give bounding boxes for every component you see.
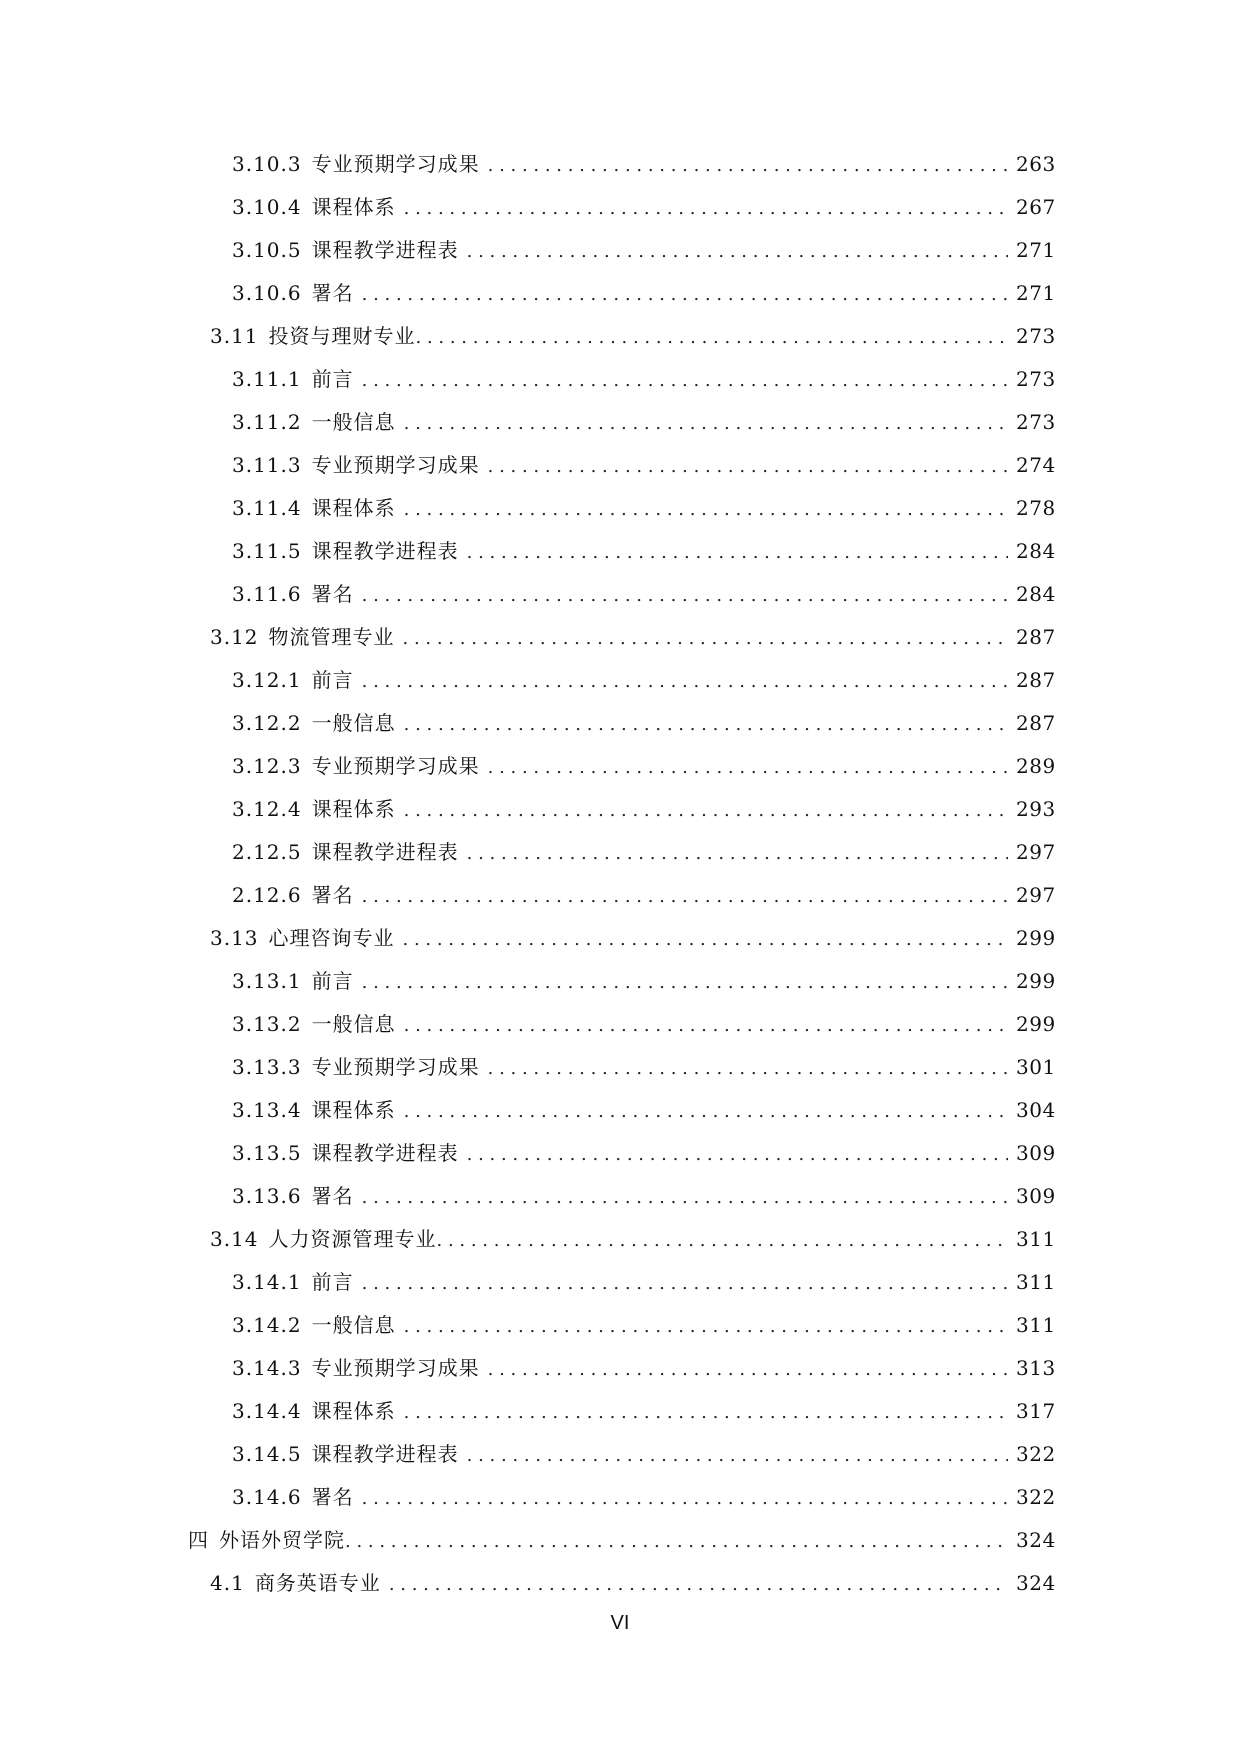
toc-entry[interactable]: [0, 1433, 1240, 1476]
toc-dot-leader: [467, 531, 1008, 574]
toc-entry[interactable]: [0, 1347, 1240, 1390]
toc-entry-title: 专业预期学习成果: [311, 1055, 480, 1079]
toc-entry-number: 3.11.6: [232, 582, 302, 606]
toc-entry[interactable]: [0, 186, 1240, 229]
toc-entry-page: 278: [1016, 496, 1056, 520]
toc-dot-leader: [362, 1477, 1008, 1520]
toc-entry[interactable]: [0, 702, 1240, 745]
toc-entry[interactable]: [0, 960, 1240, 1003]
toc-entry-page: 324: [1016, 1528, 1056, 1552]
toc-entry-number: 3.11.3: [232, 453, 302, 477]
toc-entry-page: 304: [1016, 1098, 1056, 1122]
toc-dot-leader: [404, 488, 1008, 531]
toc-entry[interactable]: [0, 1132, 1240, 1175]
toc-entry-page: 287: [1016, 625, 1056, 649]
toc-entry-page: 297: [1016, 883, 1056, 907]
toc-entry-number: 3.10.6: [232, 281, 302, 305]
toc-entry[interactable]: [0, 229, 1240, 272]
toc-entry-title: 课程体系: [311, 1399, 396, 1423]
toc-dot-leader: [403, 918, 1008, 961]
toc-entry[interactable]: [0, 1476, 1240, 1519]
toc-entry[interactable]: [0, 1519, 1240, 1562]
toc-entry-page: 271: [1016, 238, 1056, 262]
toc-entry-page: 309: [1016, 1184, 1056, 1208]
toc-entry-number: 3.13.3: [232, 1055, 302, 1079]
toc-entry-title: 署名: [311, 281, 354, 305]
page-number: VI: [610, 1612, 630, 1634]
toc-entry-number: 2.12.5: [232, 840, 302, 864]
toc-entry-number: 3.12: [210, 625, 259, 649]
toc-entry-title: 外语外贸学院: [219, 1528, 345, 1552]
toc-entry-number: 3.12.2: [232, 711, 302, 735]
toc-dot-leader: [488, 144, 1008, 187]
toc-entry-page: 317: [1016, 1399, 1056, 1423]
toc-entry-number: 4.1: [210, 1571, 245, 1595]
toc-entry-number: 3.14.2: [232, 1313, 302, 1337]
toc-entry-number: 3.14.6: [232, 1485, 302, 1509]
toc-dot-leader: [362, 359, 1008, 402]
toc-entry-number: 3.11.1: [232, 367, 302, 391]
toc-entry-title: 课程教学进程表: [311, 1141, 459, 1165]
toc-entry-page: 287: [1016, 668, 1056, 692]
toc-entry-title: 课程体系: [311, 797, 396, 821]
toc-entry-number: 3.11.4: [232, 496, 302, 520]
toc-entry-page: 297: [1016, 840, 1056, 864]
toc-dot-leader: [362, 273, 1008, 316]
toc-dot-leader: [404, 1305, 1008, 1348]
toc-dot-leader: [389, 1563, 1008, 1606]
toc-entry-title: 专业预期学习成果: [311, 754, 480, 778]
toc-entry-page: 274: [1016, 453, 1056, 477]
toc-entry-page: 313: [1016, 1356, 1056, 1380]
table-of-contents: [0, 143, 1240, 1605]
toc-entry[interactable]: [0, 272, 1240, 315]
toc-entry-title: 一般信息: [311, 1313, 396, 1337]
toc-entry-page: 322: [1016, 1485, 1056, 1509]
toc-entry-title: 课程教学进程表: [311, 840, 459, 864]
toc-entry-number: 3.12.3: [232, 754, 302, 778]
toc-entry-page: 273: [1016, 410, 1056, 434]
toc-entry[interactable]: [0, 917, 1240, 960]
toc-entry-number: 3.14.1: [232, 1270, 302, 1294]
toc-entry-number: 3.11.2: [232, 410, 302, 434]
toc-entry-page: 301: [1016, 1055, 1056, 1079]
toc-dot-leader: [403, 617, 1008, 660]
toc-entry-title: 课程教学进程表: [311, 539, 459, 563]
toc-entry-number: 3.14.4: [232, 1399, 302, 1423]
toc-entry-title: 署名: [311, 582, 354, 606]
toc-entry[interactable]: [0, 487, 1240, 530]
toc-entry-title: 一般信息: [311, 711, 396, 735]
toc-entry-number: 3.14.5: [232, 1442, 302, 1466]
toc-dot-leader: [362, 875, 1008, 918]
toc-entry[interactable]: [0, 1562, 1240, 1605]
toc-entry-title: 署名: [311, 883, 354, 907]
toc-entry-title: 课程体系: [311, 1098, 396, 1122]
toc-entry[interactable]: [0, 1390, 1240, 1433]
toc-entry-page: 309: [1016, 1141, 1056, 1165]
toc-entry-title: 前言: [311, 1270, 354, 1294]
toc-entry[interactable]: [0, 358, 1240, 401]
toc-entry-number: 3.13.6: [232, 1184, 302, 1208]
toc-dot-leader: [404, 789, 1008, 832]
toc-dot-leader: [362, 961, 1008, 1004]
toc-dot-leader: [404, 1004, 1008, 1047]
toc-entry-page: 287: [1016, 711, 1056, 735]
toc-entry-number: 2.12.6: [232, 883, 302, 907]
toc-entry-page: 284: [1016, 539, 1056, 563]
toc-entry[interactable]: [0, 1089, 1240, 1132]
toc-entry[interactable]: [0, 745, 1240, 788]
toc-dot-leader: [488, 1348, 1008, 1391]
toc-entry-title: 商务英语专业: [254, 1571, 381, 1595]
toc-entry[interactable]: [0, 143, 1240, 186]
toc-dot-leader: [488, 746, 1008, 789]
toc-entry-title: 一般信息: [311, 1012, 396, 1036]
toc-entry-number: 3.13: [210, 926, 259, 950]
toc-entry-number: 3.13.5: [232, 1141, 302, 1165]
toc-entry-page: 324: [1016, 1571, 1056, 1595]
toc-dot-leader: [404, 1391, 1008, 1434]
toc-entry[interactable]: [0, 1304, 1240, 1347]
toc-entry-page: 271: [1016, 281, 1056, 305]
toc-entry-title: 前言: [311, 668, 354, 692]
toc-entry-number: 3.11.5: [232, 539, 302, 563]
toc-entry-title: 课程体系: [311, 496, 396, 520]
toc-entry[interactable]: [0, 831, 1240, 874]
toc-entry-title: 署名: [311, 1485, 354, 1509]
toc-entry[interactable]: [0, 1175, 1240, 1218]
toc-entry-number: 3.12.4: [232, 797, 302, 821]
toc-entry-number: 3.14: [210, 1227, 259, 1251]
toc-entry-page: 299: [1016, 969, 1056, 993]
toc-dot-leader: [362, 1262, 1008, 1305]
toc-entry-page: 293: [1016, 797, 1056, 821]
toc-entry-page: 322: [1016, 1442, 1056, 1466]
toc-entry-title: 物流管理专业: [268, 625, 395, 649]
toc-dot-leader: [467, 1133, 1008, 1176]
toc-entry-page: 263: [1016, 152, 1056, 176]
toc-dot-leader: [404, 402, 1008, 445]
toc-dot-leader: [416, 316, 1008, 359]
toc-entry-number: 3.12.1: [232, 668, 302, 692]
toc-entry[interactable]: [0, 788, 1240, 831]
toc-entry[interactable]: [0, 874, 1240, 917]
toc-entry-page: 299: [1016, 926, 1056, 950]
toc-entry-page: 273: [1016, 367, 1056, 391]
toc-entry-title: 心理咨询专业: [268, 926, 395, 950]
toc-entry-page: 284: [1016, 582, 1056, 606]
toc-dot-leader: [362, 1176, 1008, 1219]
toc-entry-title: 署名: [311, 1184, 354, 1208]
toc-entry-title: 课程体系: [311, 195, 396, 219]
toc-dot-leader: [404, 187, 1008, 230]
toc-dot-leader: [467, 230, 1008, 273]
toc-dot-leader: [345, 1520, 1008, 1563]
toc-entry[interactable]: [0, 315, 1240, 358]
toc-entry-number: 四: [188, 1528, 209, 1552]
toc-entry[interactable]: [0, 573, 1240, 616]
toc-entry-page: 289: [1016, 754, 1056, 778]
toc-entry-number: 3.10.5: [232, 238, 302, 262]
toc-entry-number: 3.11: [210, 324, 259, 348]
toc-entry-page: 311: [1016, 1227, 1056, 1251]
toc-entry-title: 投资与理财专业: [268, 324, 416, 348]
toc-entry-number: 3.14.3: [232, 1356, 302, 1380]
toc-dot-leader: [488, 445, 1008, 488]
toc-dot-leader: [488, 1047, 1008, 1090]
toc-entry-title: 前言: [311, 367, 354, 391]
toc-entry[interactable]: [0, 1046, 1240, 1089]
toc-entry[interactable]: [0, 444, 1240, 487]
toc-entry-number: 3.13.2: [232, 1012, 302, 1036]
toc-dot-leader: [404, 1090, 1008, 1133]
toc-dot-leader: [362, 660, 1008, 703]
toc-entry-page: 299: [1016, 1012, 1056, 1036]
toc-entry[interactable]: [0, 616, 1240, 659]
toc-entry-title: 课程教学进程表: [311, 238, 459, 262]
toc-entry[interactable]: [0, 1003, 1240, 1046]
toc-dot-leader: [362, 574, 1008, 617]
toc-entry-number: 3.13.4: [232, 1098, 302, 1122]
toc-entry-title: 专业预期学习成果: [311, 453, 480, 477]
toc-entry-page: 267: [1016, 195, 1056, 219]
toc-entry[interactable]: [0, 1261, 1240, 1304]
toc-dot-leader: [467, 832, 1008, 875]
toc-dot-leader: [437, 1219, 1008, 1262]
toc-entry-page: 311: [1016, 1313, 1056, 1337]
toc-entry[interactable]: [0, 659, 1240, 702]
toc-entry-title: 一般信息: [311, 410, 396, 434]
toc-dot-leader: [467, 1434, 1008, 1477]
toc-entry-number: 3.10.4: [232, 195, 302, 219]
toc-entry[interactable]: [0, 530, 1240, 573]
toc-entry-title: 课程教学进程表: [311, 1442, 459, 1466]
toc-entry-title: 专业预期学习成果: [311, 1356, 480, 1380]
toc-entry[interactable]: [0, 401, 1240, 444]
toc-entry-title: 前言: [311, 969, 354, 993]
toc-entry-title: 专业预期学习成果: [311, 152, 480, 176]
toc-entry-number: 3.10.3: [232, 152, 302, 176]
toc-entry[interactable]: [0, 1218, 1240, 1261]
toc-entry-page: 273: [1016, 324, 1056, 348]
toc-entry-title: 人力资源管理专业: [268, 1227, 437, 1251]
toc-dot-leader: [404, 703, 1008, 746]
toc-entry-page: 311: [1016, 1270, 1056, 1294]
toc-entry-number: 3.13.1: [232, 969, 302, 993]
